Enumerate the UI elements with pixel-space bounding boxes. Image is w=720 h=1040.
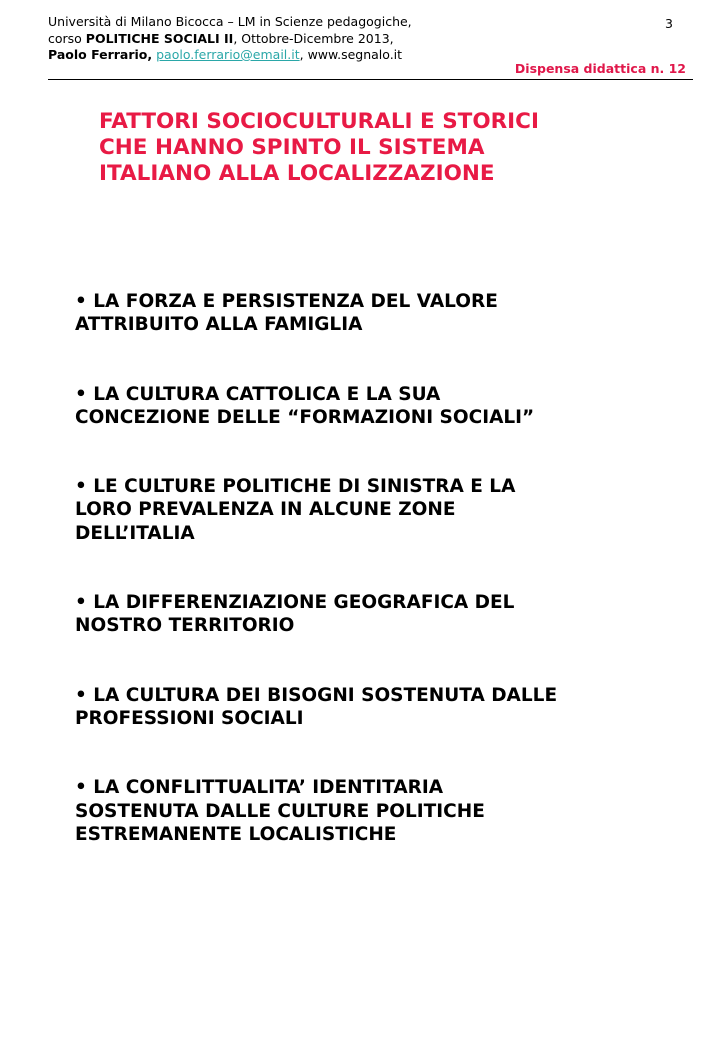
page-number: 3	[665, 16, 673, 31]
header-website: , www.segnalo.it	[299, 47, 403, 62]
page-header	[48, 14, 688, 64]
header-course-name: POLITICHE SOCIALI II	[85, 30, 234, 46]
list-item-identity-conflict: • LA CONFLITTUALITA’ IDENTITARIA SOSTENUTA DALLE CULTURE POLITICHE ESTREMANENTE LOCALISTICHE	[75, 777, 485, 845]
author-email-link[interactable]: paolo.ferrario@email.it	[156, 47, 300, 62]
list-item-culture-of-needs: • LA CULTURA DEI BISOGNI SOSTENUTA DALLE PROFESSIONI SOCIALI	[75, 684, 558, 729]
list-item-family-value: • LA FORZA E PERSISTENZA DEL VALORE ATTRIBUITO ALLA FAMIGLIA	[75, 291, 498, 336]
slide-title: FATTORI SOCIOCULTURALI E STORICI CHE HANNO SPINTO IL SISTEMA ITALIANO ALLA LOCALIZZAZIONE	[99, 109, 539, 186]
list-item-catholic-culture: • LA CULTURA CATTOLICA E LA SUA CONCEZIONE DELLE “FORMAZIONI SOCIALI”	[75, 383, 535, 428]
header-institution: Università di Milano Bicocca – LM in Scienze pedagogiche,	[48, 14, 412, 29]
list-item-geographic-differentiation: • LA DIFFERENZIAZIONE GEOGRAFICA DEL NOSTRO TERRITORIO	[75, 592, 515, 637]
list-item-left-political-cultures: • LE CULTURE POLITICHE DI SINISTRA E LA LORO PREVALENZA IN ALCUNE ZONE DELL’ITALIA	[75, 476, 516, 544]
header-institution-line	[48, 14, 688, 31]
dispensa-label: Dispensa didattica n. 12	[514, 61, 686, 76]
header-author: Paolo Ferrario,	[48, 47, 153, 62]
header-course-line	[48, 31, 688, 48]
header-divider	[48, 79, 693, 80]
factor-list	[75, 290, 695, 892]
header-course-period: , Ottobre-Dicembre 2013,	[233, 30, 394, 46]
header-course-prefix: corso	[48, 30, 86, 46]
